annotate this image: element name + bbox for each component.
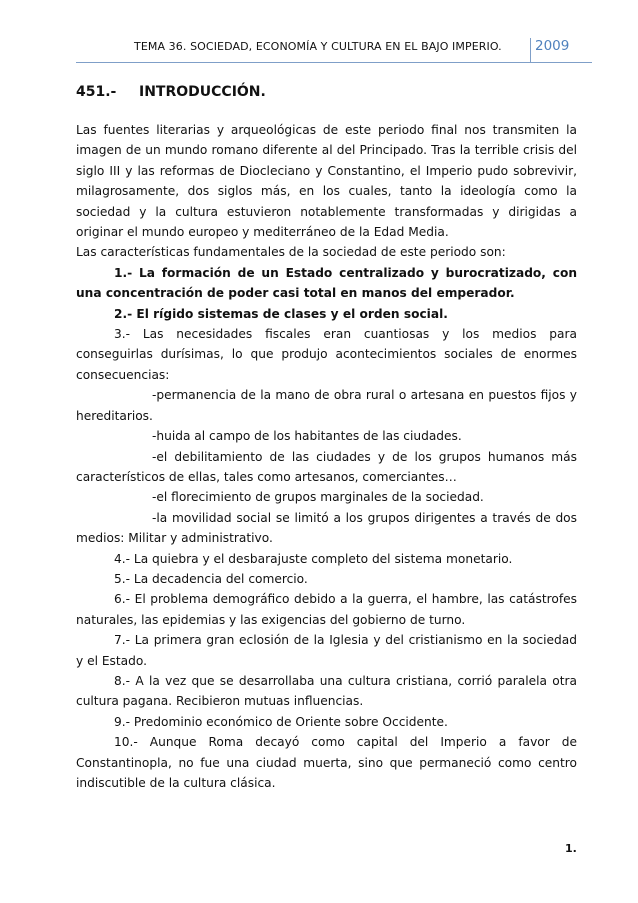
- sub-item-5: -la movilidad social se limitó a los grupos dirigentes a través de dos medios: Militar y administrativo.: [76, 510, 577, 546]
- intro-paragraph: Las fuentes literarias y arqueológicas de este periodo final nos transmiten la imagen de un mundo romano diferente al del Principado. Tras la terrible crisis del siglo III y las reformas de Diocleciano y Constantino, el Imperio pudo sobrevivir, milagrosamente, dos siglos más, en los cuales, tanto la ideología como la sociedad y la cultura estuvieron notablemente transformadas y dirigidas a originar el mundo europeo y mediterráneo de la Edad Media.: [76, 123, 577, 240]
- section-number: 451.-: [76, 84, 117, 100]
- list-item-7: 7.- La primera gran eclosión de la Iglesia y del cristianismo en la sociedad y el Estado.: [76, 633, 577, 668]
- list-item-10: 10.- Aunque Roma decayó como capital del Imperio a favor de Constantinopla, no fue una ciudad muerta, sino que permaneció como centro indiscutible de la cultura clásica.: [76, 735, 577, 790]
- sub-item-2: -huida al campo de los habitantes de las ciudades.: [152, 429, 462, 444]
- header-year: 2009: [535, 38, 570, 54]
- lead-paragraph: Las características fundamentales de la sociedad de este periodo son:: [76, 245, 506, 260]
- sub-item-3: -el debilitamiento de las ciudades y de los grupos humanos más característicos de ellas, tales como artesanos, comerciantes…: [76, 449, 577, 484]
- list-item-1: 1.- La formación de un Estado centralizado y burocratizado, con una concentración de poder casi total en manos del emperador.: [76, 265, 577, 301]
- header-title: TEMA 36. SOCIEDAD, ECONOMÍA Y CULTURA EN EL BAJO IMPERIO.: [134, 40, 502, 53]
- list-item-3: 3.- Las necesidades fiscales eran cuantiosas y los medios para conseguirlas durísimas, lo que produjo acontecimientos sociales de enormes consecuencias:: [76, 327, 577, 382]
- header-separator: [530, 38, 531, 62]
- page-number: 1.: [565, 842, 577, 855]
- list-item-6: 6.- El problema demográfico debido a la guerra, el hambre, las catástrofes naturales, las epidemias y las exigencias del gobierno de turno.: [76, 592, 577, 627]
- sub-item-4: -el florecimiento de grupos marginales de la sociedad.: [152, 490, 484, 505]
- list-item-4: 4.- La quiebra y el desbarajuste completo del sistema monetario.: [114, 551, 513, 566]
- section-title: INTRODUCCIÓN.: [139, 84, 266, 100]
- list-item-9: 9.- Predominio económico de Oriente sobre Occidente.: [114, 714, 448, 729]
- header-rule: [76, 62, 592, 63]
- list-item-5: 5.- La decadencia del comercio.: [114, 571, 308, 586]
- list-item-2: 2.- El rígido sistemas de clases y el orden social.: [114, 306, 448, 321]
- sub-item-1: -permanencia de la mano de obra rural o artesana en puestos fijos y hereditarios.: [76, 388, 577, 423]
- document-body: [76, 120, 577, 793]
- page-header: [76, 38, 592, 64]
- list-item-8: 8.- A la vez que se desarrollaba una cultura cristiana, corrió paralela otra cultura pagana. Recibieron mutuas influencias.: [76, 673, 577, 709]
